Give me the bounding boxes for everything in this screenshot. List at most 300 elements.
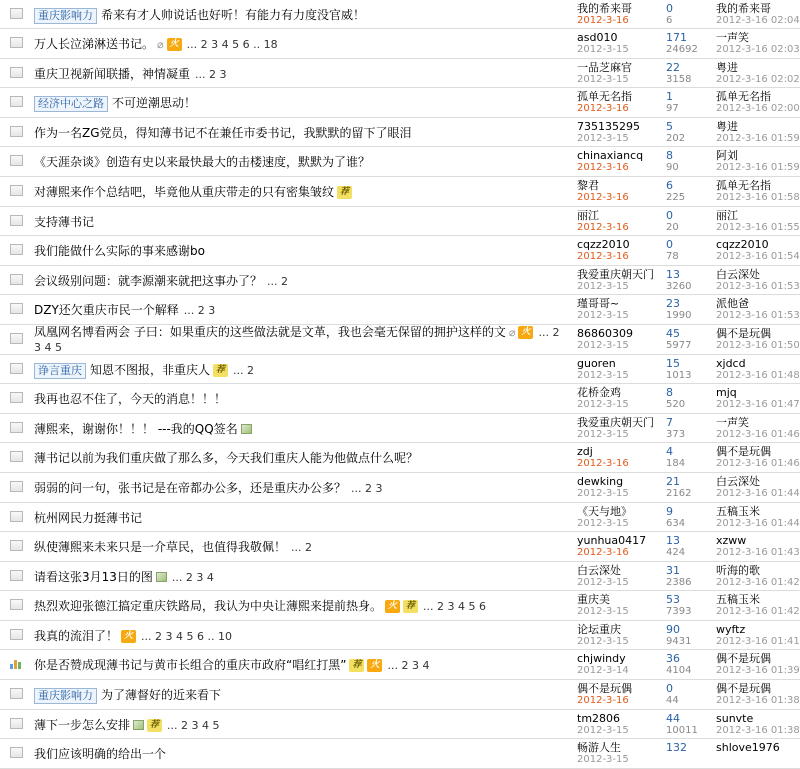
author-name[interactable]: cqzz2010 — [577, 238, 630, 252]
stats-cell — [666, 91, 716, 115]
author-cell — [577, 713, 663, 737]
thread-status-icon — [10, 599, 23, 610]
thread-title-link[interactable]: 我们应该明确的给出一个 — [34, 747, 167, 762]
thread-title-cell — [34, 655, 564, 675]
reply-count: 31 — [666, 563, 680, 577]
category-tag[interactable]: 重庆影响力 — [34, 8, 97, 24]
hot-badge: 火 — [385, 600, 400, 613]
table-row[interactable] — [0, 29, 800, 59]
thread-title-cell — [34, 34, 564, 54]
last-post-time[interactable]: 2012-3-16 01:47 — [716, 399, 800, 411]
last-poster[interactable]: wyftz — [716, 622, 746, 636]
last-poster[interactable]: 孤单无名指 — [716, 90, 771, 104]
view-count: 24692 — [666, 44, 698, 55]
thread-title-link[interactable]: 你是否赞成现薄书记与黄市长组合的重庆市政府“唱红打黑” — [34, 658, 347, 673]
thread-title-link[interactable]: 杭州网民力挺薄书记 — [34, 510, 143, 525]
view-count: 3260 — [666, 280, 692, 292]
post-date: 2012-3-14 — [577, 665, 629, 677]
view-count: 1013 — [666, 369, 692, 381]
thread-title-link[interactable]: 纵使薄熙来未来只是一介草民，也值得我敬佩！ — [34, 540, 287, 555]
last-post-cell — [716, 3, 800, 27]
author-name[interactable]: guoren — [577, 356, 616, 370]
table-row[interactable] — [0, 650, 800, 680]
table-row[interactable] — [0, 710, 800, 740]
thread-title-link[interactable]: 知恩不图报，非重庆人 — [90, 362, 211, 377]
last-poster[interactable]: 白云深处 — [716, 267, 760, 281]
thread-title-link[interactable]: 弱弱的问一句，张书记是在帝都办公多，还是重庆办公多？ — [34, 480, 347, 495]
thread-title-cell — [34, 360, 564, 380]
page-links[interactable]: ... 2 3 4 5 — [167, 718, 220, 732]
reply-count: 0 — [666, 682, 673, 696]
recommend-badge: 荐 — [147, 719, 162, 732]
last-post-time[interactable]: 2012-3-16 01:55 — [716, 221, 800, 233]
image-attachment-icon — [133, 720, 144, 730]
author-name[interactable]: zdj — [577, 445, 593, 459]
last-post-cell — [716, 150, 800, 174]
table-row[interactable] — [0, 739, 800, 769]
reply-count: 53 — [666, 593, 680, 607]
last-post-time[interactable]: 2012-3-16 01:44 — [716, 487, 800, 499]
thread-status-icon — [10, 451, 23, 462]
last-post-time[interactable]: 2012-3-16 02:03 — [716, 44, 800, 55]
view-count: 4104 — [666, 665, 692, 677]
thread-title-link[interactable]: 希来有才人帅说话也好听！有能力有力度没官威！ — [101, 8, 366, 22]
thread-title-link[interactable]: 为了薄督好的近来看下 — [101, 688, 222, 703]
last-poster[interactable]: 粤进 — [716, 60, 738, 74]
page-links[interactable]: ... 2 3 4 5 6 — [423, 600, 487, 614]
last-post-time[interactable]: 2012-3-16 01:43 — [716, 547, 800, 559]
table-row[interactable] — [0, 147, 800, 177]
author-cell — [577, 446, 663, 470]
last-post-cell — [716, 476, 800, 500]
poll-bar — [14, 660, 17, 669]
category-tag[interactable]: 重庆影响力 — [34, 688, 97, 704]
author-cell — [577, 239, 663, 263]
thread-status-icon — [10, 274, 23, 285]
thread-status-icon — [10, 67, 23, 78]
last-post-cell — [716, 565, 800, 589]
post-date: 2012-3-16 — [577, 251, 629, 263]
thread-title-link[interactable]: 热烈欢迎张德江搞定重庆铁路局，我认为中央让薄熙来提前热身。 — [34, 599, 383, 614]
thread-title-link[interactable]: 会议级别问题：就李源潮来就把这事办了？ — [34, 273, 263, 288]
last-poster[interactable]: 偶不是玩偶 — [716, 652, 771, 666]
table-row[interactable] — [0, 118, 800, 148]
last-post-cell — [716, 62, 800, 86]
reply-count: 4 — [666, 445, 673, 459]
reply-count: 132 — [666, 741, 687, 755]
view-count: 373 — [666, 428, 686, 440]
thread-title-cell — [34, 123, 564, 143]
reply-count: 5 — [666, 119, 673, 133]
category-tag[interactable]: 经济中心之路 — [34, 96, 108, 112]
author-cell — [577, 32, 663, 56]
author-cell — [577, 535, 663, 559]
hot-badge: 火 — [367, 659, 382, 672]
author-name[interactable]: asd010 — [577, 31, 618, 44]
thread-status-icon — [10, 215, 23, 226]
thread-status-icon — [10, 422, 23, 433]
author-cell — [577, 328, 663, 352]
category-tag[interactable]: 诤言重庆 — [34, 363, 86, 379]
last-post-cell — [716, 624, 800, 648]
last-poster[interactable]: xjdcd — [716, 356, 746, 370]
table-row[interactable] — [0, 325, 800, 355]
last-post-cell — [716, 683, 800, 707]
thread-status-icon — [10, 96, 23, 107]
author-name[interactable]: 735135295 — [577, 119, 640, 133]
reply-count: 21 — [666, 474, 680, 488]
post-date: 2012-3-16 — [577, 162, 629, 174]
page-links[interactable]: ... 2 3 — [195, 67, 227, 81]
stats-cell — [666, 683, 716, 707]
last-poster[interactable]: shlove1976 — [716, 741, 780, 755]
author-name[interactable]: 我爱重庆朝天门 — [577, 267, 654, 281]
thread-status-icon — [10, 540, 23, 551]
reply-count: 8 — [666, 386, 673, 400]
last-post-cell — [716, 298, 800, 322]
author-name[interactable]: yunhua0417 — [577, 534, 647, 548]
author-cell — [577, 210, 663, 234]
hot-badge: 火 — [121, 630, 136, 643]
reply-count: 13 — [666, 267, 680, 281]
author-name[interactable]: 我爱重庆朝天门 — [577, 415, 654, 429]
thread-title-link[interactable]: 对薄熙来作个总结吧，毕竟他从重庆带走的只有密集皱纹 — [34, 184, 335, 199]
last-post-time[interactable]: 2012-3-16 01:42 — [716, 576, 800, 588]
thread-title-cell — [34, 152, 564, 172]
stats-cell — [666, 565, 716, 589]
author-cell — [577, 565, 663, 589]
last-poster[interactable]: 一声笑 — [716, 31, 749, 44]
reply-count: 15 — [666, 356, 680, 370]
thread-title-cell — [34, 389, 564, 409]
table-row[interactable] — [0, 355, 800, 385]
author-cell — [577, 3, 663, 27]
last-post-time[interactable]: 2012-3-16 01:54 — [716, 251, 800, 263]
page-links[interactable]: ... 2 — [267, 274, 289, 288]
author-cell — [577, 298, 663, 322]
table-row[interactable] — [0, 473, 800, 503]
thread-title-link[interactable]: 薄书记以前为我们重庆做了那么多，今天我们重庆人能为他做点什么呢？ — [34, 451, 419, 466]
last-post-cell — [716, 358, 800, 382]
last-poster[interactable]: 偶不是玩偶 — [716, 682, 771, 696]
author-cell — [577, 683, 663, 707]
last-poster[interactable]: 丽江 — [716, 208, 738, 222]
thread-title-link[interactable]: 请看这张3月13日的图 — [34, 569, 153, 584]
post-date: 2012-3-16 — [577, 191, 629, 203]
page-links[interactable]: ... 2 3 — [351, 481, 383, 495]
reply-count: 6 — [666, 178, 673, 192]
page-links[interactable]: ... 2 3 4 — [387, 659, 430, 673]
reply-count: 1 — [666, 90, 673, 104]
last-poster[interactable]: xzww — [716, 534, 747, 548]
table-row[interactable] — [0, 591, 800, 621]
author-name[interactable]: 瑾哥哥~ — [577, 297, 620, 311]
stats-cell — [666, 624, 716, 648]
image-attachment-icon — [156, 572, 167, 582]
author-cell — [577, 653, 663, 677]
stats-cell — [666, 417, 716, 441]
last-post-time[interactable]: 2012-3-16 01:59 — [716, 162, 800, 174]
thread-title-link[interactable]: 我再也忍不住了，今天的消息！！！ — [34, 392, 227, 407]
last-post-time[interactable]: 2012-3-16 02:02 — [716, 73, 800, 85]
post-date: 2012-3-16 — [577, 103, 629, 115]
thread-title-link[interactable]: 薄熙来，谢谢你！！！ ---我的QQ签名 — [34, 421, 238, 436]
view-count: 9431 — [666, 635, 692, 647]
reply-count: 7 — [666, 415, 673, 429]
stats-cell — [666, 298, 716, 322]
stats-cell — [666, 121, 716, 145]
last-post-cell — [716, 713, 800, 737]
author-name[interactable]: 论坛重庆 — [577, 622, 621, 636]
last-poster[interactable]: 白云深处 — [716, 474, 760, 488]
table-row[interactable] — [0, 532, 800, 562]
thread-title-cell — [34, 596, 564, 616]
author-cell — [577, 91, 663, 115]
stats-cell — [666, 210, 716, 234]
last-poster[interactable]: 五稿玉米 — [716, 504, 760, 518]
author-cell — [577, 624, 663, 648]
table-row[interactable] — [0, 295, 800, 325]
thread-status-icon — [10, 718, 23, 729]
last-poster[interactable]: 五稿玉米 — [716, 593, 760, 607]
last-post-cell — [716, 328, 800, 352]
post-date: 2012-3-15 — [577, 310, 629, 322]
recommend-badge: 荐 — [337, 186, 352, 199]
stats-cell — [666, 594, 716, 618]
author-name[interactable]: 黎君 — [577, 178, 599, 192]
author-cell — [577, 506, 663, 530]
thread-title-cell — [34, 715, 564, 735]
author-name[interactable]: 偶不是玩偶 — [577, 682, 632, 696]
post-date: 2012-3-15 — [577, 339, 629, 351]
reply-count: 90 — [666, 622, 680, 636]
last-post-time[interactable]: 2012-3-16 01:41 — [716, 635, 800, 647]
last-post-time[interactable]: 2012-3-16 01:42 — [716, 606, 800, 618]
stats-cell — [666, 328, 716, 352]
stats-cell — [666, 180, 716, 204]
last-poster[interactable]: 偶不是玩偶 — [716, 445, 771, 459]
reply-count: 36 — [666, 652, 680, 666]
thread-title-link[interactable]: 万人长泣涕淋送书记。 — [34, 37, 155, 51]
reply-count: 9 — [666, 504, 673, 518]
last-poster[interactable]: mjq — [716, 386, 737, 400]
last-post-time[interactable]: 2012-3-16 01:58 — [716, 191, 800, 203]
table-row[interactable] — [0, 59, 800, 89]
thread-status-icon — [10, 37, 23, 48]
poll-bar — [18, 662, 21, 669]
thread-title-link[interactable]: 凤凰网名博看两会 子曰：如果重庆的这些做法就是文革，我也会毫无保留的拥护这样的文 — [34, 324, 506, 339]
thread-title-cell — [34, 271, 564, 291]
last-post-time[interactable]: 2012-3-16 01:39 — [716, 665, 800, 677]
page-links[interactable]: ... 2 — [291, 541, 313, 555]
last-post-cell — [716, 594, 800, 618]
author-name[interactable]: 我的希来哥 — [577, 2, 632, 15]
thread-title-link[interactable]: 我真的流泪了！ — [34, 628, 119, 643]
author-name[interactable]: 一品芝麻官 — [577, 60, 632, 74]
view-count: 184 — [666, 458, 686, 470]
thread-status-icon — [10, 629, 23, 640]
thread-status-icon — [10, 303, 23, 314]
last-post-time[interactable]: 2012-3-16 01:46 — [716, 428, 800, 440]
author-cell — [577, 150, 663, 174]
thread-title-cell — [34, 478, 564, 498]
author-name[interactable]: chinaxiancq — [577, 149, 644, 163]
stats-cell — [666, 239, 716, 263]
post-date: 2012-3-15 — [577, 487, 629, 499]
author-name[interactable]: 畅游人生 — [577, 741, 621, 755]
last-post-cell — [716, 535, 800, 559]
last-post-time[interactable]: 2012-3-16 01:53 — [716, 280, 800, 292]
author-name[interactable]: 丽江 — [577, 208, 599, 222]
last-poster[interactable]: 派他爸 — [716, 297, 749, 311]
stats-cell — [666, 476, 716, 500]
view-count: 44 — [666, 695, 679, 707]
last-post-time[interactable]: 2012-3-16 01:46 — [716, 458, 800, 470]
post-date: 2012-3-15 — [577, 724, 629, 736]
thread-title-link[interactable]: 薄下一步怎么安排 — [34, 717, 131, 732]
thread-status-icon — [10, 570, 23, 581]
author-name[interactable]: 白云深处 — [577, 563, 621, 577]
last-post-time[interactable]: 2012-3-16 02:00 — [716, 103, 800, 115]
last-post-time[interactable]: 2012-3-16 01:50 — [716, 339, 800, 351]
reply-count: 44 — [666, 711, 680, 725]
thread-title-link[interactable]: 我们能做什么实际的事来感谢bo — [34, 244, 205, 259]
post-date: 2012-3-15 — [577, 517, 629, 529]
post-date: 2012-3-15 — [577, 606, 629, 618]
view-count: 634 — [666, 517, 686, 529]
view-count: 3158 — [666, 73, 692, 85]
reply-count: 45 — [666, 326, 680, 340]
author-name[interactable]: 孤单无名指 — [577, 90, 632, 104]
table-row[interactable] — [0, 680, 800, 710]
last-post-cell — [716, 121, 800, 145]
table-row[interactable] — [0, 503, 800, 533]
post-date: 2012-3-15 — [577, 576, 629, 588]
table-row[interactable] — [0, 207, 800, 237]
table-row[interactable] — [0, 236, 800, 266]
author-name[interactable]: tm2806 — [577, 711, 621, 725]
page-links[interactable]: ... 2 3 4 — [171, 570, 214, 584]
last-poster[interactable]: 粤进 — [716, 119, 738, 133]
stats-cell — [666, 32, 716, 56]
table-row[interactable] — [0, 443, 800, 473]
last-post-time[interactable]: 2012-3-16 01:38 — [716, 695, 800, 707]
last-poster[interactable]: 我的希来哥 — [716, 2, 771, 15]
thread-title-link[interactable]: 重庆卫视新闻联播，神情凝重 — [34, 66, 191, 81]
last-post-time[interactable]: 2012-3-16 01:59 — [716, 132, 800, 144]
thread-title-cell — [34, 182, 564, 202]
post-date: 2012-3-16 — [577, 547, 629, 559]
stats-cell — [666, 653, 716, 677]
author-cell — [577, 121, 663, 145]
author-name[interactable]: 重庆美 — [577, 593, 610, 607]
last-post-time[interactable]: 2012-3-16 02:04 — [716, 15, 800, 26]
last-post-time[interactable]: 2012-3-16 01:44 — [716, 517, 800, 529]
post-date: 2012-3-15 — [577, 369, 629, 381]
last-poster[interactable]: 听海的歌 — [716, 563, 760, 577]
author-name[interactable]: 花桥金鸡 — [577, 386, 621, 400]
thread-title-cell — [34, 5, 564, 25]
table-row[interactable] — [0, 266, 800, 296]
thread-status-icon — [10, 155, 23, 166]
last-post-cell — [716, 506, 800, 530]
stats-cell — [666, 358, 716, 382]
table-row[interactable] — [0, 88, 800, 118]
last-post-cell — [716, 742, 800, 754]
post-date: 2012-3-16 — [577, 695, 629, 707]
page-links[interactable]: ... 2 3 4 5 6 .. 10 — [141, 629, 232, 643]
last-post-time[interactable]: 2012-3-16 01:38 — [716, 724, 800, 736]
thread-title-cell — [34, 419, 564, 439]
table-row[interactable] — [0, 384, 800, 414]
author-name[interactable]: 86860309 — [577, 326, 633, 340]
post-date: 2012-3-15 — [577, 754, 629, 766]
view-count: 424 — [666, 547, 686, 559]
post-date: 2012-3-15 — [577, 280, 629, 292]
thread-title-link[interactable]: 不可逆潮思动！ — [112, 96, 197, 111]
stats-cell — [666, 446, 716, 470]
table-row[interactable] — [0, 562, 800, 592]
post-date: 2012-3-15 — [577, 73, 629, 85]
page-links[interactable]: ... 2 3 4 5 6 .. 18 — [186, 38, 278, 51]
author-cell — [577, 594, 663, 618]
last-post-cell — [716, 387, 800, 411]
post-date: 2012-3-16 — [577, 15, 629, 26]
last-post-time[interactable]: 2012-3-16 01:53 — [716, 310, 800, 322]
page-links[interactable]: ... 2 3 4 5 — [34, 325, 560, 354]
table-row[interactable] — [0, 177, 800, 207]
view-count: 90 — [666, 162, 679, 174]
table-row[interactable] — [0, 621, 800, 651]
view-count: 2162 — [666, 487, 692, 499]
last-post-time[interactable]: 2012-3-16 01:48 — [716, 369, 800, 381]
thread-title-link[interactable]: 支持薄书记 — [34, 214, 95, 229]
thread-status-icon — [10, 244, 23, 255]
thread-title-cell — [34, 508, 564, 528]
thread-status-icon — [10, 126, 23, 137]
last-poster[interactable]: 偶不是玩偶 — [716, 326, 771, 340]
reply-count: 8 — [666, 149, 673, 163]
view-count: 7393 — [666, 606, 692, 618]
author-name[interactable]: dewking — [577, 474, 624, 488]
thread-title-link[interactable]: 《天涯杂谈》创造有史以来最快最大的击楼速度，默默为了谁？ — [34, 155, 371, 170]
last-poster[interactable]: 孤单无名指 — [716, 178, 771, 192]
thread-title-link[interactable]: DZY还欠重庆市民一个解释 — [34, 303, 179, 318]
author-name[interactable]: 《天与地》 — [577, 504, 632, 518]
page-links[interactable]: ... 2 — [233, 363, 255, 377]
stats-cell — [666, 62, 716, 86]
last-poster[interactable]: cqzz2010 — [716, 238, 769, 252]
page-links[interactable]: ... 2 3 — [183, 304, 216, 318]
author-cell — [577, 387, 663, 411]
stats-cell — [666, 387, 716, 411]
view-count: 1990 — [666, 310, 692, 322]
stats-cell — [666, 150, 716, 174]
last-poster[interactable]: 一声笑 — [716, 415, 749, 429]
author-name[interactable]: chjwindy — [577, 652, 626, 666]
last-poster[interactable]: 阿刘 — [716, 149, 738, 163]
post-date: 2012-3-15 — [577, 635, 629, 647]
last-post-cell — [716, 91, 800, 115]
table-row[interactable] — [0, 0, 800, 29]
reply-count: 171 — [666, 31, 687, 44]
last-poster[interactable]: sunvte — [716, 711, 754, 725]
reply-count: 0 — [666, 2, 673, 15]
thread-status-icon — [10, 333, 23, 344]
table-row[interactable] — [0, 414, 800, 444]
author-cell — [577, 476, 663, 500]
thread-title-link[interactable]: 作为一名ZG党员，得知薄书记不在兼任市委书记，我默默的留下了眼泪 — [34, 125, 412, 140]
